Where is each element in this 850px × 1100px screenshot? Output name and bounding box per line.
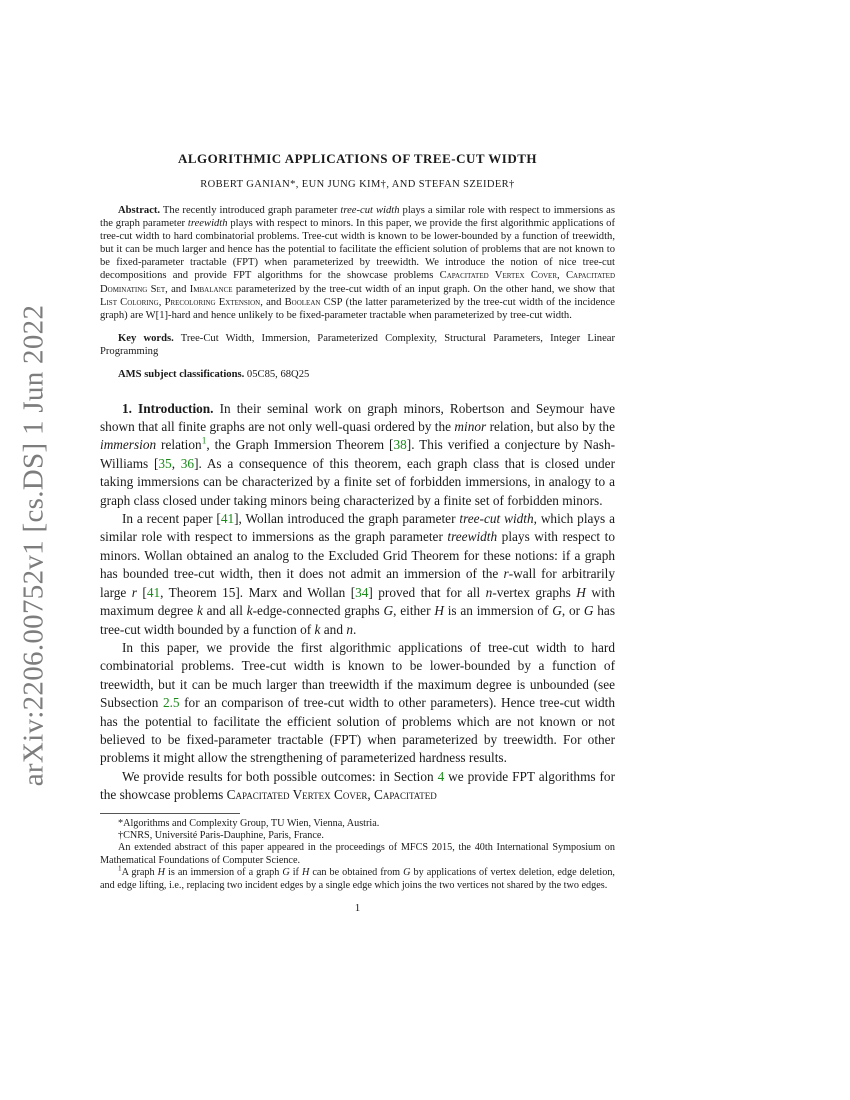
citation-link[interactable]: 34 [355,584,369,600]
citation-link[interactable]: 41 [146,584,161,600]
introduction-section [100,400,615,805]
arxiv-sidebar [12,20,56,1070]
footnote-link[interactable]: 1 [201,437,207,448]
subsection-link[interactable]: 2.5 [162,695,180,711]
keywords-label: Key words. [118,332,174,344]
citation-link[interactable]: 41 [220,511,235,527]
ams-classifications: AMS subject classifications. 05C85, 68Q25 [118,368,310,380]
footnote-1: $^1$A graph H is an immersion of a graph G if H can be obtained from G by applications of vertex deletion, edge deletion, and edge lifting, i.e., replacing two incident edges by a single edge which joins the two vertices not shared by the two edges. [100,864,615,891]
intro-paragraph-1: 1. Introduction. In their seminal work on graph minors, Robertson and Seymour have shown that all finite graphs are not only well-quasi ordered by the minor relation, but also by the immersion relation$^1$, the Graph Immersion Theorem [38]. This verified a conjecture by Nash-Williams [35, 36]. As a consequence of this theorem, each graph class that is closed under taking immersions can be characterized by a finite set of forbidden immersions, in analogy to a graph class closed under taking minors being characterized by a finite set of forbidden minors. [100,400,616,508]
section-heading: 1. Introduction. [122,400,214,416]
footnotes [100,818,615,892]
footnote-divider [100,813,240,814]
citation-link[interactable]: 36 [180,455,195,471]
intro-paragraph-2: In a recent paper [41], Wollan introduced the graph parameter tree-cut width, which plays a similar role with respect to immersions as the graph parameter treewidth plays with respect to minors. Wollan obtained an analog to the Excluded Grid Theorem for these notions: if a graph has bounded tree-cut width, then it does not admit an immersion of the r-wall for arbitrarily large r [41, Theorem 15]. Marx and Wollan [34] proved that for all n-vertex graphs H with maximum degree k and all k-edge-connected graphs G, either H is an immersion of G, or G has tree-cut width bounded by a function of k and n. [100,511,616,637]
paper-authors: ROBERT GANIAN*, EUN JUNG KIM†, AND STEFAN SZEIDER† [200,179,515,190]
footnote-affiliation-1: *Algorithms and Complexity Group, TU Wien, Vienna, Austria. [118,817,380,829]
citation-link[interactable]: 35 [158,455,172,471]
arxiv-identifier: arXiv:2206.00752v1 [cs.DS] 1 Jun 2022 [17,304,50,786]
page-number: 1 [354,902,361,914]
footnote-affiliation-2: †CNRS, Université Paris-Dauphine, Paris, France. [118,829,324,841]
ams-label: AMS subject classifications. [118,368,245,380]
abstract: Abstract. The recently introduced graph parameter tree-cut width plays a similar role with respect to immersions as the graph parameter treewidth plays with respect to minors. In this paper, we provide the first algorithmic applications of tree-cut width to hard combinatorial problems. Tree-cut width is known to be lower-bounded by a function of treewidth, but it can be much larger and hence has the potential to facilitate the efficient solution of problems that are not known to be fixed-parameter tractable (FPT) when parameterized by treewidth. We introduce the notion of nice tree-cut decompositions and provide FPT algorithms for the showcase problems Capacitated Vertex Cover, Capacitated Dominating Set, and Imbalance parameterized by the tree-cut width of an input graph. On the other hand, we show that List Coloring, Precoloring Extension, and Boolean CSP (the latter parameterized by the tree-cut width of the incidence graph) are W[1]-hard and hence unlikely to be fixed-parameter tractable when parameterized by tree-cut width. [100,205,616,321]
paper-title: ALGORITHMIC APPLICATIONS OF TREE-CUT WIDTH [177,151,538,166]
abstract-label: Abstract. [118,205,161,216]
section-link[interactable]: 4 [437,768,445,784]
citation-link[interactable]: 38 [393,437,407,453]
keywords: Key words. Tree-Cut Width, Immersion, Parameterized Complexity, Structural Parameters, Integer Linear Programming [100,332,615,357]
intro-paragraph-4: We provide results for both possible outcomes: in Section 4 we provide FPT algorithms for the showcase problems Capacitated Vertex Cover, Capacitated [100,768,616,803]
intro-paragraph-3: In this paper, we provide the first algorithmic applications of tree-cut width to hard combinatorial problems. Tree-cut width is known to be lower-bounded by a function of treewidth, but it can be much larger than treewidth if the maximum degree is unbounded (see Subsection 2.5 for an comparison of tree-cut width to other parameters). Hence tree-cut width has the potential to facilitate the efficient solution of problems which are not known or not believed to be fixed-parameter tractable (FPT) when parameterized by treewidth. For other problems it might allow the strengthening of parameterized hardness results. [100,639,616,766]
footnote-extended-abstract: An extended abstract of this paper appeared in the proceedings of MFCS 2015, the 40th International Symposium on Mathematical Foundations of Computer Science. [100,842,615,866]
paper-page [100,145,615,914]
